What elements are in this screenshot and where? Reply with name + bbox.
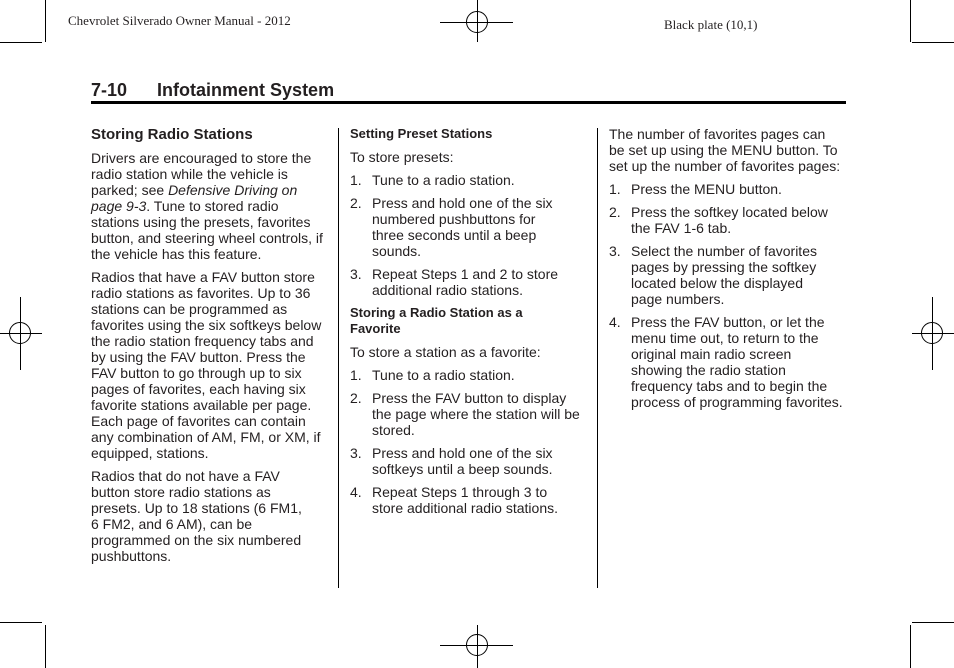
section-number: 7-10 xyxy=(91,80,128,100)
step-number: 1. xyxy=(609,181,621,197)
column-1 xyxy=(91,126,329,571)
step-number: 3. xyxy=(350,266,362,282)
heading-rule xyxy=(91,101,846,104)
list-item xyxy=(609,204,843,236)
step-number: 3. xyxy=(609,243,621,259)
list-item xyxy=(609,314,843,410)
paragraph xyxy=(91,150,329,262)
paragraph: To store presets: xyxy=(350,149,454,165)
step-text: Repeat Steps 1 through 3 to store additional radio stations. xyxy=(372,484,558,516)
step-text: Select the number of favorites pages by pressing the softkey located below the displayed page numbers. xyxy=(631,243,817,307)
list-item xyxy=(350,266,582,298)
paragraph: The number of favorites pages can be set up using the MENU button. To set up the number of favorites pages: xyxy=(609,126,841,174)
section-heading xyxy=(91,80,334,101)
manual-title: Chevrolet Silverado Owner Manual - 2012 xyxy=(68,13,291,28)
text: Drivers are encouraged to store the radio station while the vehicle is parked; see xyxy=(91,150,312,198)
step-text: Press the MENU button. xyxy=(631,181,782,197)
steps-list-presets xyxy=(350,172,582,298)
steps-list-favorite xyxy=(350,367,582,516)
list-item xyxy=(350,195,562,259)
step-text: Press the FAV button to display the page where the station will be stored. xyxy=(372,390,580,438)
plate-label: Black plate (10,1) xyxy=(664,17,758,32)
step-number: 4. xyxy=(609,314,621,330)
heading-storing-radio-stations: Storing Radio Stations xyxy=(91,126,253,143)
paragraph: To store a station as a favorite: xyxy=(350,344,541,360)
paragraph: Radios that do not have a FAV button store radio stations as presets. Up to 18 stations (6 FM1, 6 FM2, and 6 AM), can be programmed on the six numbered pushbuttons. xyxy=(91,468,302,564)
heading-storing-favorite: Storing a Radio Station as a Favorite xyxy=(350,305,523,336)
step-text: Press the FAV button, or let the menu time out, to return to the original main radio screen showing the radio station frequency tabs and to begin the process of programming favorites. xyxy=(631,314,843,410)
step-text: Press and hold one of the six softkeys until a beep sounds. xyxy=(372,445,553,477)
step-text: Press the softkey located below the FAV 1-6 tab. xyxy=(631,204,828,236)
paragraph: Radios that have a FAV button store radio stations as favorites. Up to 36 stations can be programmed as favorites using the six softkeys below the radio station frequency tabs and by using the FAV button. Press the FAV button to go through up to six pages of favorites, each having six favorite stations available per page. Each page of favorites can contain any combination of AM, FM, or XM, if equipped, stations. xyxy=(91,269,322,461)
step-number: 2. xyxy=(350,195,362,211)
step-number: 1. xyxy=(350,367,362,383)
step-number: 1. xyxy=(350,172,362,188)
section-title: Infotainment System xyxy=(157,80,335,100)
text: . Tune to stored radio stations using the presets, favorites button, and steering wheel controls, if the vehicle has this feature. xyxy=(91,198,323,262)
list-item xyxy=(350,445,582,477)
step-text: Press and hold one of the six numbered pushbuttons for three seconds until a beep sounds. xyxy=(372,195,553,259)
column-3 xyxy=(609,126,843,417)
steps-list-menu xyxy=(609,181,843,410)
step-number: 4. xyxy=(350,484,362,500)
column-divider xyxy=(338,128,339,588)
step-text: Tune to a radio station. xyxy=(372,172,515,188)
step-number: 2. xyxy=(350,390,362,406)
heading-setting-preset-stations: Setting Preset Stations xyxy=(350,126,493,141)
step-text: Tune to a radio station. xyxy=(372,367,515,383)
list-item xyxy=(350,484,582,516)
list-item xyxy=(350,172,582,188)
step-number: 2. xyxy=(609,204,621,220)
list-item xyxy=(609,181,843,197)
column-2 xyxy=(350,126,582,523)
list-item xyxy=(609,243,831,307)
list-item xyxy=(350,367,582,383)
list-item xyxy=(350,390,582,438)
column-divider xyxy=(597,128,598,588)
step-number: 3. xyxy=(350,445,362,461)
cross-reference-link[interactable]: Defensive Driving on page 9-3 xyxy=(91,182,298,214)
step-text: Repeat Steps 1 and 2 to store additional radio stations. xyxy=(372,266,559,298)
